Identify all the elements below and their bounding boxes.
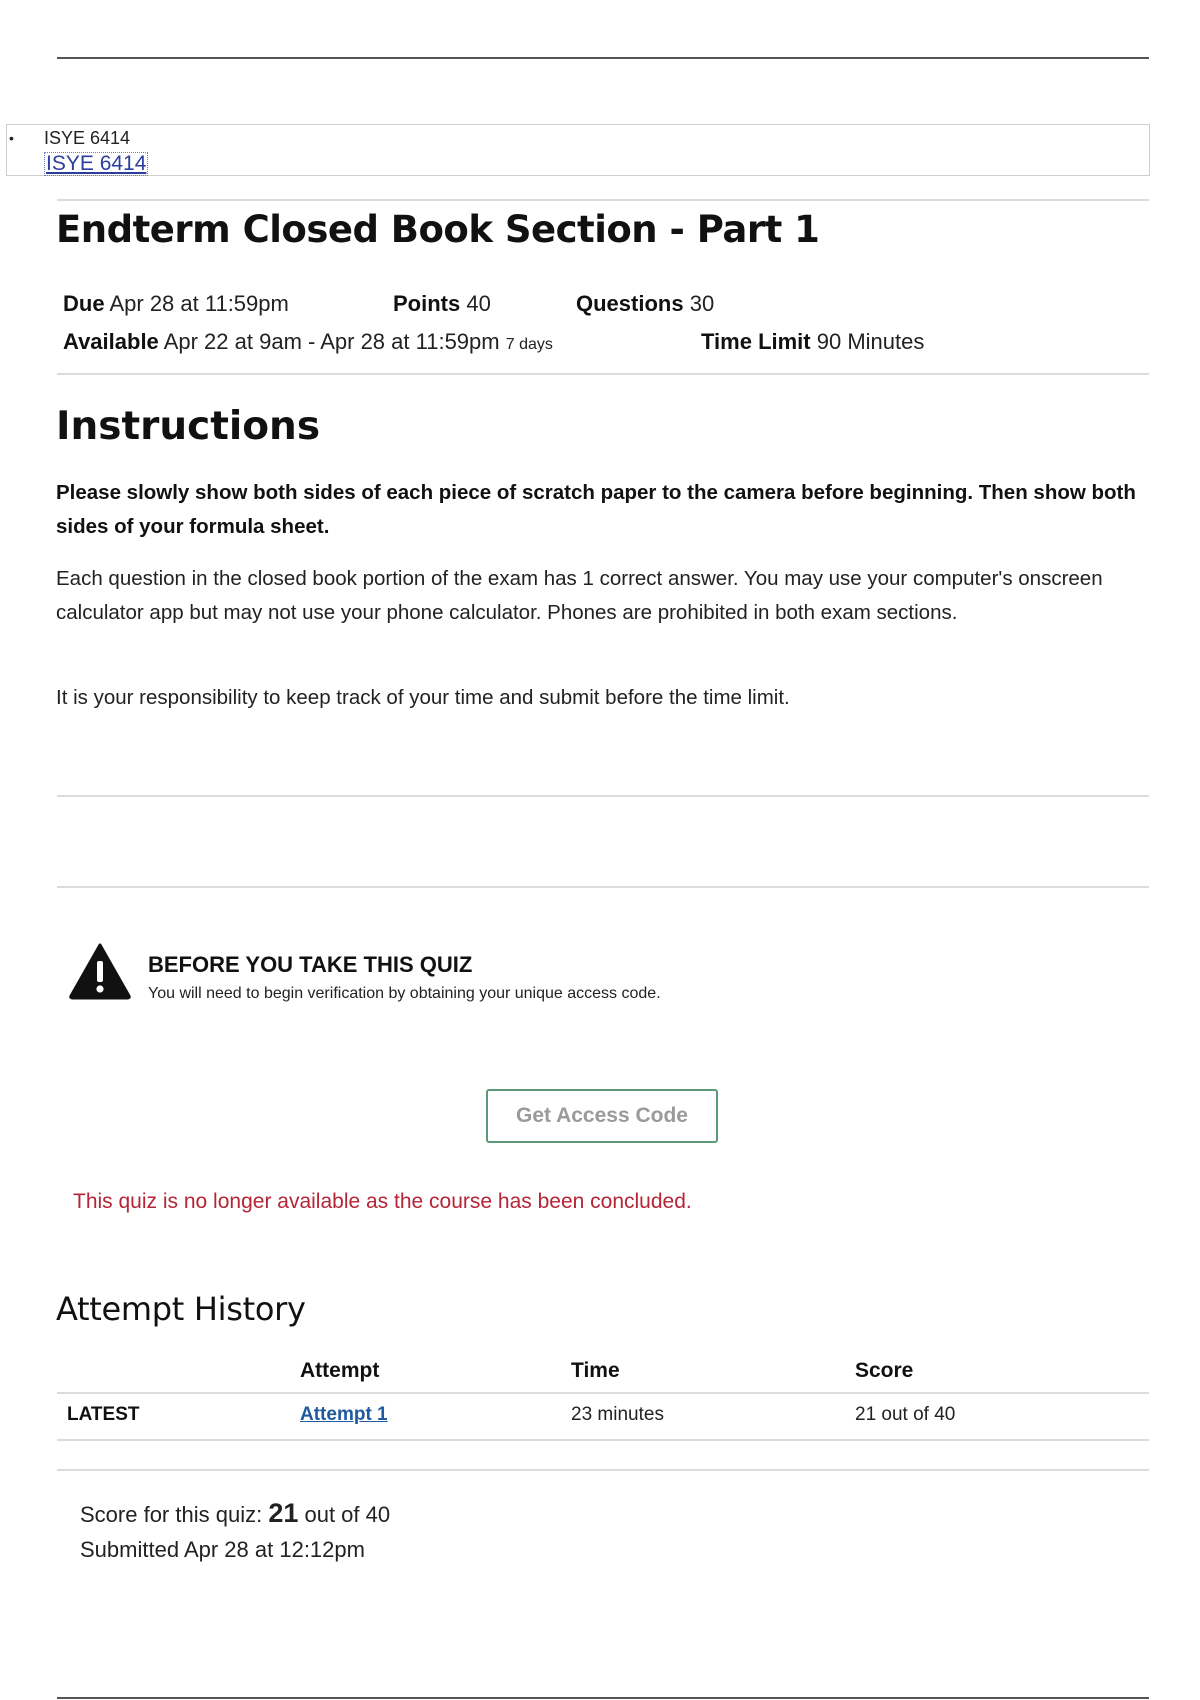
quiz-points bbox=[393, 291, 491, 317]
quiz-questions bbox=[576, 291, 714, 317]
summary-divider bbox=[57, 1469, 1149, 1471]
instructions-divider bbox=[57, 795, 1149, 797]
due-label: Due bbox=[63, 291, 105, 316]
points-value: 40 bbox=[466, 291, 491, 316]
breadcrumb-bullet: • bbox=[9, 130, 14, 146]
breadcrumb-course-link[interactable]: ISYE 6414 bbox=[46, 152, 147, 175]
points-label: Points bbox=[393, 291, 461, 316]
instructions-paragraph-1: Each question in the closed book portion of the exam has 1 correct answer. You may use your computer's onscreen calculator app but may not use your phone calculator. Phones are prohibited in both exam sections. bbox=[56, 567, 1103, 624]
available-value: Apr 22 at 9am - Apr 28 at 11:59pm bbox=[163, 329, 500, 354]
breadcrumb bbox=[6, 124, 1150, 176]
latest-tag: LATEST bbox=[67, 1404, 140, 1425]
warning-triangle-icon bbox=[68, 942, 132, 1000]
attempt-1-link[interactable]: Attempt 1 bbox=[300, 1404, 388, 1425]
score-prefix: Score for this quiz: bbox=[80, 1502, 263, 1527]
header-divider bbox=[57, 199, 1149, 201]
table-header-divider bbox=[57, 1392, 1149, 1394]
instructions-paragraph-2: It is your responsibility to keep track of your time and submit before the time limit. bbox=[56, 686, 790, 709]
time-column-header: Time bbox=[571, 1359, 620, 1382]
attempt-time: 23 minutes bbox=[571, 1404, 664, 1425]
quiz-available bbox=[63, 329, 553, 355]
score-suffix: out of 40 bbox=[304, 1502, 391, 1527]
time-limit-label: Time Limit bbox=[701, 329, 811, 354]
quiz-due bbox=[63, 291, 289, 317]
attempt-score: 21 out of 40 bbox=[855, 1404, 956, 1425]
quiz-time-limit bbox=[701, 329, 924, 355]
meta-divider bbox=[57, 373, 1149, 375]
quiz-closed-message: This quiz is no longer available as the course has been concluded. bbox=[73, 1190, 692, 1213]
time-limit-value: 90 Minutes bbox=[816, 329, 925, 354]
top-divider bbox=[57, 57, 1149, 59]
section-divider bbox=[57, 886, 1149, 888]
bottom-divider bbox=[57, 1697, 1149, 1699]
available-duration: 7 days bbox=[505, 336, 553, 353]
available-label: Available bbox=[63, 329, 159, 354]
warning-exclamation-bar bbox=[97, 961, 103, 982]
warning-exclamation-dot bbox=[96, 985, 103, 992]
score-column-header: Score bbox=[855, 1359, 914, 1382]
page-title: Endterm Closed Book Section - Part 1 bbox=[56, 208, 820, 251]
breadcrumb-course-label: ISYE 6414 bbox=[44, 128, 131, 148]
verification-title: BEFORE YOU TAKE THIS QUIZ bbox=[148, 952, 473, 977]
due-value: Apr 28 at 11:59pm bbox=[109, 291, 289, 316]
quiz-score-summary bbox=[80, 1498, 390, 1529]
verification-subtitle: You will need to begin verification by obtaining your unique access code. bbox=[148, 985, 661, 1002]
score-value: 21 bbox=[268, 1498, 299, 1528]
table-row-divider bbox=[57, 1439, 1149, 1441]
instructions-heading: Instructions bbox=[56, 404, 321, 449]
instructions-bold-paragraph: Please slowly show both sides of each piece of scratch paper to the camera before beginning. Then show both sides of your formula sheet. bbox=[56, 481, 1136, 538]
questions-label: Questions bbox=[576, 291, 684, 316]
attempt-column-header: Attempt bbox=[300, 1359, 380, 1382]
submitted-timestamp: Submitted Apr 28 at 12:12pm bbox=[80, 1537, 365, 1562]
questions-value: 30 bbox=[689, 291, 715, 316]
attempt-history-heading: Attempt History bbox=[56, 1290, 306, 1328]
get-access-code-button[interactable]: Get Access Code bbox=[486, 1089, 718, 1143]
